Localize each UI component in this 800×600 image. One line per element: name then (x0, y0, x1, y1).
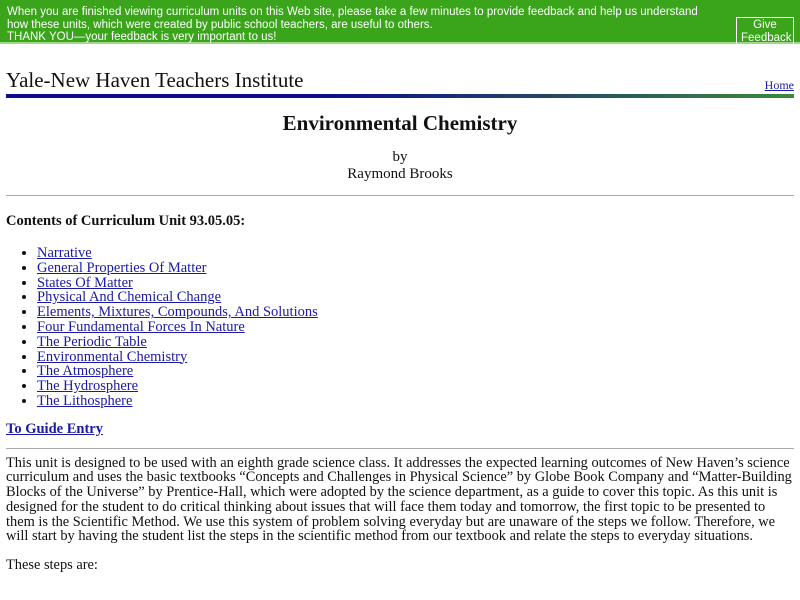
intro-paragraph: This unit is designed to be used with an eighth grade science class. It addresses the expected learning outcomes of New Haven’s science curriculum and uses the basic textbooks “Concepts and Challenges in Physical Science” by Globe Book Company and “Matter-Building Blocks of the Universe” by Prentice-Hall, which were adopted by the science department, as a guide to cover this topic. As this unit is designed for the student to do critical thinking about issues that will face them today and tomorrow, the first topic to be presented to them is the Scientific Method. We use this system of problem solving everyday but are unaware of the steps we follow. Therefore, we will start by having the student list the steps in the scientific method from our textbook and relate the steps to everyday situations. (6, 454, 792, 545)
site-header (6, 68, 794, 94)
by-label: by (392, 149, 408, 165)
contents-link[interactable]: Four Fundamental Forces In Nature (37, 318, 245, 335)
feedback-banner (0, 0, 800, 44)
author-name: Raymond Brooks (347, 166, 453, 182)
contents-list (0, 246, 800, 409)
contents-link[interactable]: States Of Matter (37, 274, 133, 291)
contents-link[interactable]: Environmental Chemistry (37, 348, 188, 365)
contents-link[interactable]: Narrative (37, 245, 92, 261)
page-title: Environmental Chemistry (282, 111, 518, 135)
header-divider (6, 94, 794, 98)
list-item (37, 364, 800, 379)
contents-link[interactable]: The Periodic Table (37, 333, 147, 350)
byline (0, 149, 800, 183)
list-item (37, 305, 800, 320)
list-item (37, 290, 800, 305)
banner-message: When you are finished viewing curriculum units on this Web site, please take a few minutes to provide feedback and help us understand how these units, which were created by public school teachers, are useful to others. (7, 6, 698, 31)
contents-link[interactable]: Physical And Chemical Change (37, 289, 222, 306)
contents-link[interactable]: The Hydrosphere (37, 378, 139, 395)
list-item (37, 350, 800, 365)
list-item (37, 394, 800, 409)
contents-link[interactable]: Elements, Mixtures, Compounds, And Solutions (37, 304, 318, 321)
contents-heading: Contents of Curriculum Unit 93.05.05: (6, 213, 246, 229)
list-item (37, 276, 800, 291)
give-feedback-button[interactable]: Give Feedback (736, 17, 794, 46)
home-link[interactable]: Home (764, 78, 794, 92)
guide-entry-link[interactable]: To Guide Entry (6, 420, 103, 437)
contents-link[interactable]: The Lithosphere (37, 392, 133, 409)
contents-link[interactable]: General Properties Of Matter (37, 259, 207, 276)
list-item (37, 261, 800, 276)
list-item (37, 335, 800, 350)
steps-intro: These steps are: (6, 556, 98, 573)
banner-thanks: THANK YOU—your feedback is very important to us! (7, 31, 277, 43)
divider (6, 448, 794, 449)
list-item (37, 379, 800, 394)
list-item (37, 320, 800, 335)
list-item (37, 246, 800, 261)
site-title: Yale-New Haven Teachers Institute (6, 68, 304, 92)
contents-link[interactable]: The Atmosphere (37, 363, 134, 380)
divider (6, 195, 794, 196)
